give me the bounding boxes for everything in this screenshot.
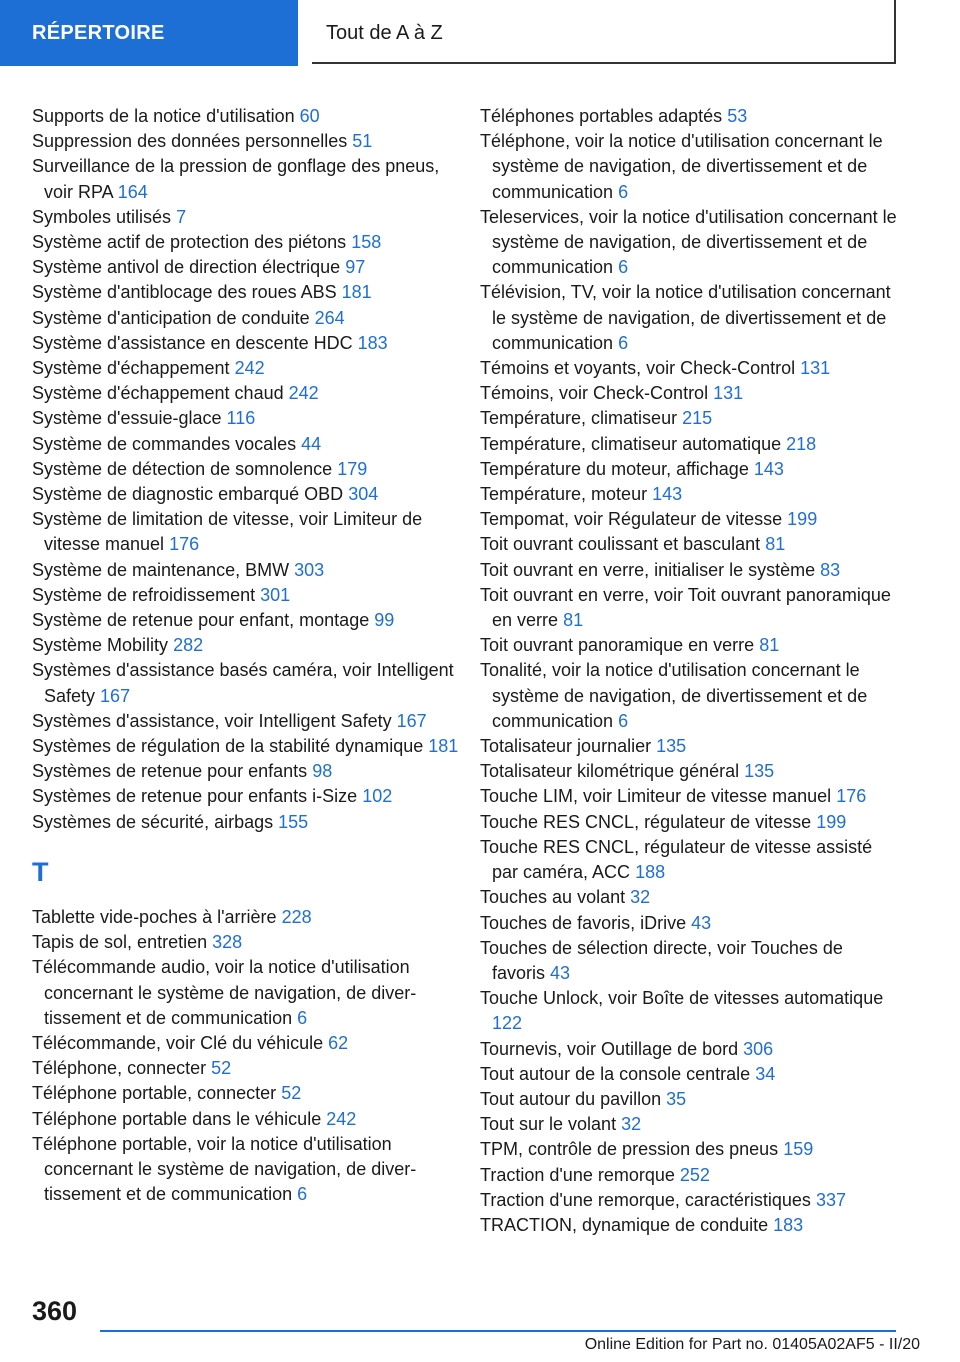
index-entry-text: Téléphone portable, voir la notice d'utilisation concernant le système de navigation, de divertissement et de communication	[32, 1133, 417, 1205]
index-entry-text: TRACTION, dynamique de conduite	[480, 1214, 769, 1235]
page-reference-link[interactable]: 81	[765, 534, 786, 555]
page-reference-link[interactable]: 143	[652, 484, 683, 505]
index-entry	[480, 104, 900, 129]
index-entry	[480, 1213, 900, 1238]
subsection-title: Tout de A à Z	[312, 0, 896, 64]
index-entry	[480, 1037, 900, 1062]
page-reference-link[interactable]: 242	[288, 383, 319, 404]
index-entry	[32, 255, 462, 280]
page-reference-link[interactable]: 60	[299, 106, 320, 126]
page-reference-link[interactable]: 155	[278, 811, 309, 832]
page-reference-link[interactable]: 301	[260, 584, 291, 605]
index-entry-text: Symboles utilisés	[32, 206, 172, 227]
page-reference-link[interactable]: 32	[630, 887, 651, 908]
index-entry	[480, 784, 900, 809]
index-entry-text: Température, climatiseur	[480, 408, 678, 429]
index-entry-text: Systèmes d'assistance basés caméra, voir Intelligent Safety	[32, 660, 454, 706]
page-reference-link[interactable]: 52	[211, 1058, 232, 1079]
index-entry	[32, 381, 462, 406]
page-reference-link[interactable]: 167	[100, 685, 131, 706]
index-entry-text: Télévision, TV, voir la notice d'utilisation concernant le système de navigation, de divertissement et de communication	[480, 282, 891, 353]
index-entry-text: Température du moteur, affichage	[480, 458, 749, 479]
page-reference-link[interactable]: 34	[755, 1063, 776, 1084]
index-entry	[480, 356, 900, 381]
index-entry-text: Touche Unlock, voir Boîte de vitesses automatique	[480, 988, 884, 1009]
index-entry	[480, 1163, 900, 1188]
index-entry	[32, 280, 462, 305]
index-entry	[32, 1081, 462, 1106]
index-entry-text: Tournevis, voir Outillage de bord	[480, 1038, 739, 1059]
index-list-t-continued	[480, 104, 900, 1238]
page-reference-link[interactable]: 43	[550, 962, 571, 983]
index-entry-text: Système d'essuie-glace	[32, 408, 222, 429]
index-entry	[32, 734, 462, 759]
index-entry-text: Système d'échappement	[32, 358, 230, 379]
index-entry	[32, 1132, 462, 1208]
index-entry-text: Traction d'une remorque	[480, 1164, 675, 1185]
index-entry-text: Touche RES CNCL, régulateur de vitesse assisté par caméra, ACC	[480, 836, 873, 883]
index-entry	[32, 759, 462, 784]
index-entry-text: Toit ouvrant coulissant et basculant	[480, 534, 761, 555]
index-entry-text: Tout autour du pavillon	[480, 1088, 662, 1109]
page-reference-link[interactable]: 32	[621, 1114, 642, 1135]
index-entry-text: Tout sur le volant	[480, 1114, 617, 1135]
index-entry-text: Témoins, voir Check-Control	[480, 383, 709, 404]
index-entry	[32, 810, 462, 835]
index-entry	[32, 205, 462, 230]
index-entry	[480, 734, 900, 759]
index-entry	[32, 905, 462, 930]
page-reference-link[interactable]: 6	[297, 1007, 308, 1028]
index-entry	[32, 306, 462, 331]
index-entry-text: Système d'assistance en descente HDC	[32, 332, 353, 353]
page-reference-link[interactable]: 131	[713, 383, 744, 404]
page-reference-link[interactable]: 6	[618, 257, 629, 278]
page-reference-link[interactable]: 6	[618, 181, 629, 202]
index-entry	[32, 406, 462, 431]
page-reference-link[interactable]: 122	[492, 1013, 523, 1034]
index-entry	[480, 633, 900, 658]
index-entry	[32, 583, 462, 608]
index-column-left	[32, 104, 462, 1207]
index-entry	[480, 1137, 900, 1162]
index-entry-text: Totalisateur kilométrique général	[480, 761, 740, 782]
index-entry-text: Systèmes de retenue pour enfants i-Size	[32, 786, 358, 807]
page-reference-link[interactable]: 135	[744, 761, 775, 782]
index-entry	[480, 507, 900, 532]
page-reference-link[interactable]: 228	[281, 906, 312, 927]
page-reference-link[interactable]: 83	[820, 559, 841, 580]
index-entry	[32, 930, 462, 955]
index-entry	[32, 230, 462, 255]
index-entry	[480, 1087, 900, 1112]
index-entry	[32, 633, 462, 658]
index-entry-text: Système antivol de direction électrique	[32, 257, 341, 278]
index-entry-text: Toit ouvrant en verre, initialiser le système	[480, 559, 816, 580]
index-entry-text: Traction d'une remorque, caractéristiques	[480, 1189, 811, 1210]
index-entry	[480, 835, 900, 885]
index-entry-text: Téléphone, connecter	[32, 1058, 207, 1079]
index-entry	[480, 936, 900, 986]
index-entry	[480, 810, 900, 835]
index-entry	[32, 154, 462, 204]
page-reference-link[interactable]: 183	[357, 332, 388, 353]
edition-note: Online Edition for Part no. 01405A02AF5 - II/20	[584, 1336, 920, 1353]
index-entry-text: Système de refroidissement	[32, 584, 256, 605]
page-reference-link[interactable]: 282	[173, 635, 204, 656]
index-entry	[480, 532, 900, 557]
index-entry	[32, 104, 462, 129]
index-entry	[32, 507, 462, 557]
page-reference-link[interactable]: 176	[169, 534, 200, 555]
index-entry	[480, 558, 900, 583]
page-reference-link[interactable]: 337	[815, 1189, 846, 1210]
index-entry-text: Tempomat, voir Régulateur de vitesse	[480, 509, 783, 530]
page-reference-link[interactable]: 81	[563, 610, 584, 631]
page-reference-link[interactable]: 97	[345, 257, 366, 278]
page-reference-link[interactable]: 181	[341, 282, 372, 303]
index-entry	[32, 709, 462, 734]
index-entry	[480, 583, 900, 633]
section-tab[interactable]: RÉPERTOIRE	[0, 0, 298, 66]
page-reference-link[interactable]: 116	[226, 408, 256, 429]
page-reference-link[interactable]: 218	[786, 433, 817, 454]
page-reference-link[interactable]: 6	[618, 332, 629, 353]
page-reference-link[interactable]: 51	[352, 131, 373, 152]
index-entry-text: Téléphone portable dans le véhicule	[32, 1108, 322, 1129]
page-reference-link[interactable]: 328	[212, 932, 243, 953]
index-entry-text: Système de limitation de vitesse, voir Limiteur de vitesse manuel	[32, 509, 423, 555]
page-reference-link[interactable]: 159	[783, 1139, 814, 1160]
page-reference-link[interactable]: 176	[836, 786, 867, 807]
index-entry-text: Systèmes de sécurité, airbags	[32, 811, 274, 832]
index-entry-text: Téléphone portable, connecter	[32, 1083, 277, 1104]
index-entry-text: Systèmes de retenue pour enfants	[32, 761, 308, 782]
index-entry	[480, 457, 900, 482]
index-entry	[480, 406, 900, 431]
index-entry	[480, 911, 900, 936]
page-reference-link[interactable]: 242	[234, 358, 265, 379]
index-entry-text: Système de diagnostic embarqué OBD	[32, 484, 344, 505]
index-entry-text: Témoins et voyants, voir Check-Control	[480, 358, 796, 379]
page-reference-link[interactable]: 98	[312, 761, 333, 782]
page-number: 360	[32, 1296, 78, 1326]
index-entry	[480, 280, 900, 356]
index-entry	[32, 482, 462, 507]
page-reference-link[interactable]: 6	[618, 710, 629, 731]
index-entry-text: Toit ouvrant en verre, voir Toit ouvrant panoramique en verre	[480, 584, 891, 631]
page-reference-link[interactable]: 188	[635, 862, 666, 883]
page-reference-link[interactable]: 6	[297, 1184, 308, 1205]
index-entry-text: Tablette vide-poches à l'arrière	[32, 906, 277, 927]
page-reference-link[interactable]: 252	[679, 1164, 710, 1185]
page-reference-link[interactable]: 131	[800, 358, 831, 379]
page-reference-link[interactable]: 7	[176, 206, 187, 227]
index-list-t	[32, 905, 462, 1207]
page-header	[0, 0, 960, 66]
index-entry-text: Touches de sélection directe, voir Touches de favoris	[480, 937, 843, 983]
page-reference-link[interactable]: 44	[301, 433, 322, 454]
page-reference-link[interactable]: 304	[348, 484, 379, 505]
index-entry	[480, 1112, 900, 1137]
index-entry	[480, 129, 900, 205]
page-reference-link[interactable]: 303	[294, 559, 325, 580]
index-entry-text: Suppression des données personnelles	[32, 131, 348, 152]
index-entry	[480, 658, 900, 734]
index-entry-text: Supports de la notice d'utilisation	[32, 106, 295, 126]
page-reference-link[interactable]: 102	[362, 786, 393, 807]
index-entry-text: Tout autour de la console centrale	[480, 1063, 751, 1084]
index-entry	[480, 205, 900, 281]
page-reference-link[interactable]: 35	[666, 1088, 687, 1109]
index-entry	[480, 759, 900, 784]
index-entry	[32, 129, 462, 154]
index-entry-text: Systèmes de régulation de la stabilité dynamique	[32, 736, 424, 757]
page-reference-link[interactable]: 135	[656, 736, 687, 757]
index-entry	[32, 1056, 462, 1081]
index-entry-text: Système d'anticipation de conduite	[32, 307, 310, 328]
page-reference-link[interactable]: 99	[374, 610, 395, 631]
index-entry-text: Système Mobility	[32, 635, 169, 656]
index-entry	[32, 955, 462, 1031]
index-entry-text: Tonalité, voir la notice d'utilisation concernant le système de navigation, de divertissement et de communication	[480, 660, 868, 731]
index-entry	[32, 784, 462, 809]
index-entry	[480, 1188, 900, 1213]
index-entry	[32, 457, 462, 482]
index-entry-text: Teleservices, voir la notice d'utilisation concernant le système de navigation, de divertissement et de communication	[480, 206, 897, 278]
index-entry	[32, 1031, 462, 1056]
index-entry-text: Télécommande, voir Clé du véhicule	[32, 1032, 324, 1053]
page-reference-link[interactable]: 43	[691, 912, 712, 933]
index-entry-text: Touches de favoris, iDrive	[480, 912, 687, 933]
index-entry	[480, 381, 900, 406]
page-reference-link[interactable]: 52	[281, 1083, 302, 1104]
index-entry-text: TPM, contrôle de pression des pneus	[480, 1139, 779, 1160]
index-entry	[32, 356, 462, 381]
index-entry-text: Téléphone, voir la notice d'utilisation concernant le système de navigation, de divertissement et de communication	[480, 131, 883, 202]
page-reference-link[interactable]: 242	[326, 1108, 357, 1129]
index-entry-text: Totalisateur journalier	[480, 736, 652, 757]
index-entry-text: Téléphones portables adaptés	[480, 106, 723, 126]
index-entry-text: Système actif de protection des piétons	[32, 232, 347, 253]
index-entry-text: Système de maintenance, BMW	[32, 559, 290, 580]
index-entry	[480, 1062, 900, 1087]
section-letter: T	[32, 856, 49, 887]
page-reference-link[interactable]: 167	[396, 710, 427, 731]
index-entry-text: Touche LIM, voir Limiteur de vitesse manuel	[480, 786, 832, 807]
footer-rule	[100, 1330, 896, 1332]
page-reference-link[interactable]: 181	[428, 736, 459, 757]
page-reference-link[interactable]: 164	[117, 181, 148, 202]
index-list-s	[32, 104, 462, 835]
page-reference-link[interactable]: 143	[753, 458, 784, 479]
index-entry-text: Surveillance de la pression de gonflage des pneus, voir RPA	[32, 156, 440, 202]
page-reference-link[interactable]: 199	[787, 509, 818, 530]
page-reference-link[interactable]: 215	[682, 408, 713, 429]
index-entry	[32, 658, 462, 708]
index-entry-text: Système d'antiblocage des roues ABS	[32, 282, 337, 303]
page-reference-link[interactable]: 264	[314, 307, 345, 328]
index-entry-text: Température, moteur	[480, 484, 648, 505]
index-entry-text: Touche RES CNCL, régulateur de vitesse	[480, 811, 812, 832]
page-reference-link[interactable]: 158	[351, 232, 382, 253]
index-entry	[32, 1107, 462, 1132]
index-entry-text: Système de retenue pour enfant, montage	[32, 610, 370, 631]
index-entry-text: Toit ouvrant panoramique en verre	[480, 635, 755, 656]
index-entry-text: Tapis de sol, entretien	[32, 932, 208, 953]
index-entry	[480, 986, 900, 1036]
page-reference-link[interactable]: 179	[337, 458, 368, 479]
page-reference-link[interactable]: 81	[759, 635, 780, 656]
index-entry-text: Systèmes d'assistance, voir Intelligent Safety	[32, 710, 392, 731]
index-entry	[480, 482, 900, 507]
page-reference-link[interactable]: 53	[727, 106, 748, 126]
page-reference-link[interactable]: 183	[773, 1214, 804, 1235]
index-entry	[32, 432, 462, 457]
index-entry	[32, 558, 462, 583]
index-column-right	[480, 104, 900, 1238]
index-entry-text: Télécommande audio, voir la notice d'utilisation concernant le système de navigation, de divertissement et de communication	[32, 957, 417, 1028]
index-entry-text: Système d'échappement chaud	[32, 383, 284, 404]
index-entry-text: Système de détection de somnolence	[32, 458, 333, 479]
page-reference-link[interactable]: 62	[328, 1032, 349, 1053]
index-entry	[480, 885, 900, 910]
index-entry	[480, 432, 900, 457]
index-entry-text: Touches au volant	[480, 887, 626, 908]
page-reference-link[interactable]: 306	[743, 1038, 774, 1059]
index-entry-text: Température, climatiseur automatique	[480, 433, 782, 454]
index-entry	[32, 608, 462, 633]
index-entry	[32, 331, 462, 356]
page-reference-link[interactable]: 199	[816, 811, 847, 832]
index-entry-text: Système de commandes vocales	[32, 433, 297, 454]
